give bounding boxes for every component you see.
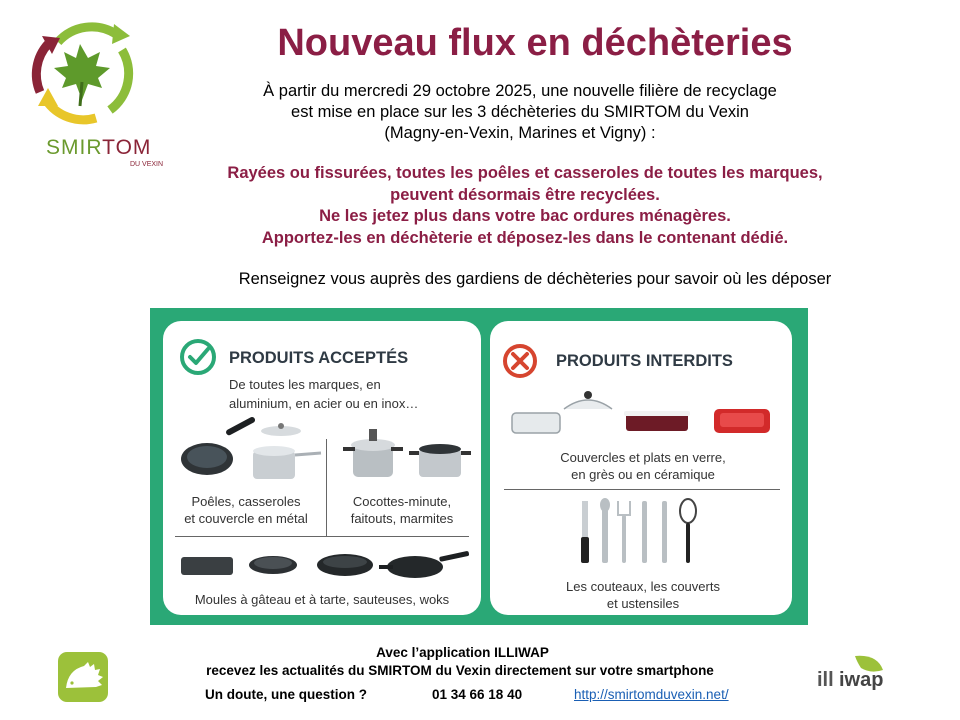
cutlery-illustration — [570, 497, 710, 565]
intro-text: À partir du mercredi 29 octobre 2025, une nouvelle filière de recyclage est mise en place sur les 3 déchèteries du SMIRTOM du Vexin (Magny-en-Vexin, Marines et Vigny) : — [263, 82, 777, 142]
pans-caption: Poêles, casseroles et couvercle en métal — [184, 494, 308, 526]
pan-saucepan-illustration — [175, 417, 325, 487]
news-line: recevez les actualités du SMIRTOM du Vexin directement sur votre smartphone — [206, 663, 714, 678]
glass-ceramic-dishes-illustration — [508, 387, 778, 443]
cookers-caption: Cocottes-minute, faitouts, marmites — [350, 494, 454, 526]
moulds-caption: Moules à gâteau et à tarte, sauteuses, woks — [194, 592, 450, 607]
cutlery-caption: Les couteaux, les couverts et ustensiles — [566, 579, 720, 611]
logo-subtitle: DU VEXIN — [130, 161, 164, 168]
check-circle-icon — [179, 338, 217, 376]
accepted-products-card — [163, 321, 481, 615]
moulds-woks-illustration — [175, 543, 471, 585]
svg-text:ill: ill — [817, 669, 834, 691]
phone-number[interactable]: 01 34 66 18 40 — [432, 687, 523, 702]
products-infographic — [150, 308, 808, 625]
horizontal-divider — [504, 489, 780, 490]
app-hedgehog-icon[interactable] — [58, 652, 108, 702]
question-label: Un doute, une question ? — [205, 687, 367, 702]
logo-wordmark: SMIRTOM — [46, 136, 152, 159]
recycle-leaf-icon — [18, 22, 170, 150]
horizontal-divider — [175, 536, 469, 537]
pressure-cooker-illustration — [341, 419, 471, 487]
illiwap-logo[interactable] — [815, 652, 887, 697]
vertical-divider — [326, 439, 327, 537]
forbidden-title: PRODUITS INTERDITS — [556, 352, 733, 370]
guardian-note: Renseignez vous auprès des gardiens de déchèteries pour savoir où les déposer — [238, 270, 832, 288]
svg-text:iwap: iwap — [839, 669, 884, 691]
accepted-description: De toutes les marques, en aluminium, en acier ou en inox… — [229, 377, 419, 411]
cross-circle-icon — [502, 343, 538, 379]
highlight-text: Rayées ou fissurées, toutes les poêles et casseroles de toutes les marques, peuvent désormais être recyclées. Ne les jetez plus dans votre bac ordures ménagères. Apportez-les en déchèterie et déposez-les dans le contenant dédié. — [227, 164, 823, 247]
website-link[interactable]: http://smirtomduvexin.net/ — [574, 687, 729, 702]
smirtom-logo — [18, 22, 170, 168]
dishes-caption: Couvercles et plats en verre, en grès ou en céramique — [560, 450, 726, 482]
hedgehog-icon — [58, 652, 108, 702]
page-title: Nouveau flux en déchèteries — [277, 22, 793, 64]
app-promo-line: Avec l’application ILLIWAP — [376, 645, 549, 660]
accepted-title: PRODUITS ACCEPTÉS — [229, 349, 409, 367]
illiwap-leaf-icon — [815, 652, 887, 697]
forbidden-products-card — [490, 321, 792, 615]
